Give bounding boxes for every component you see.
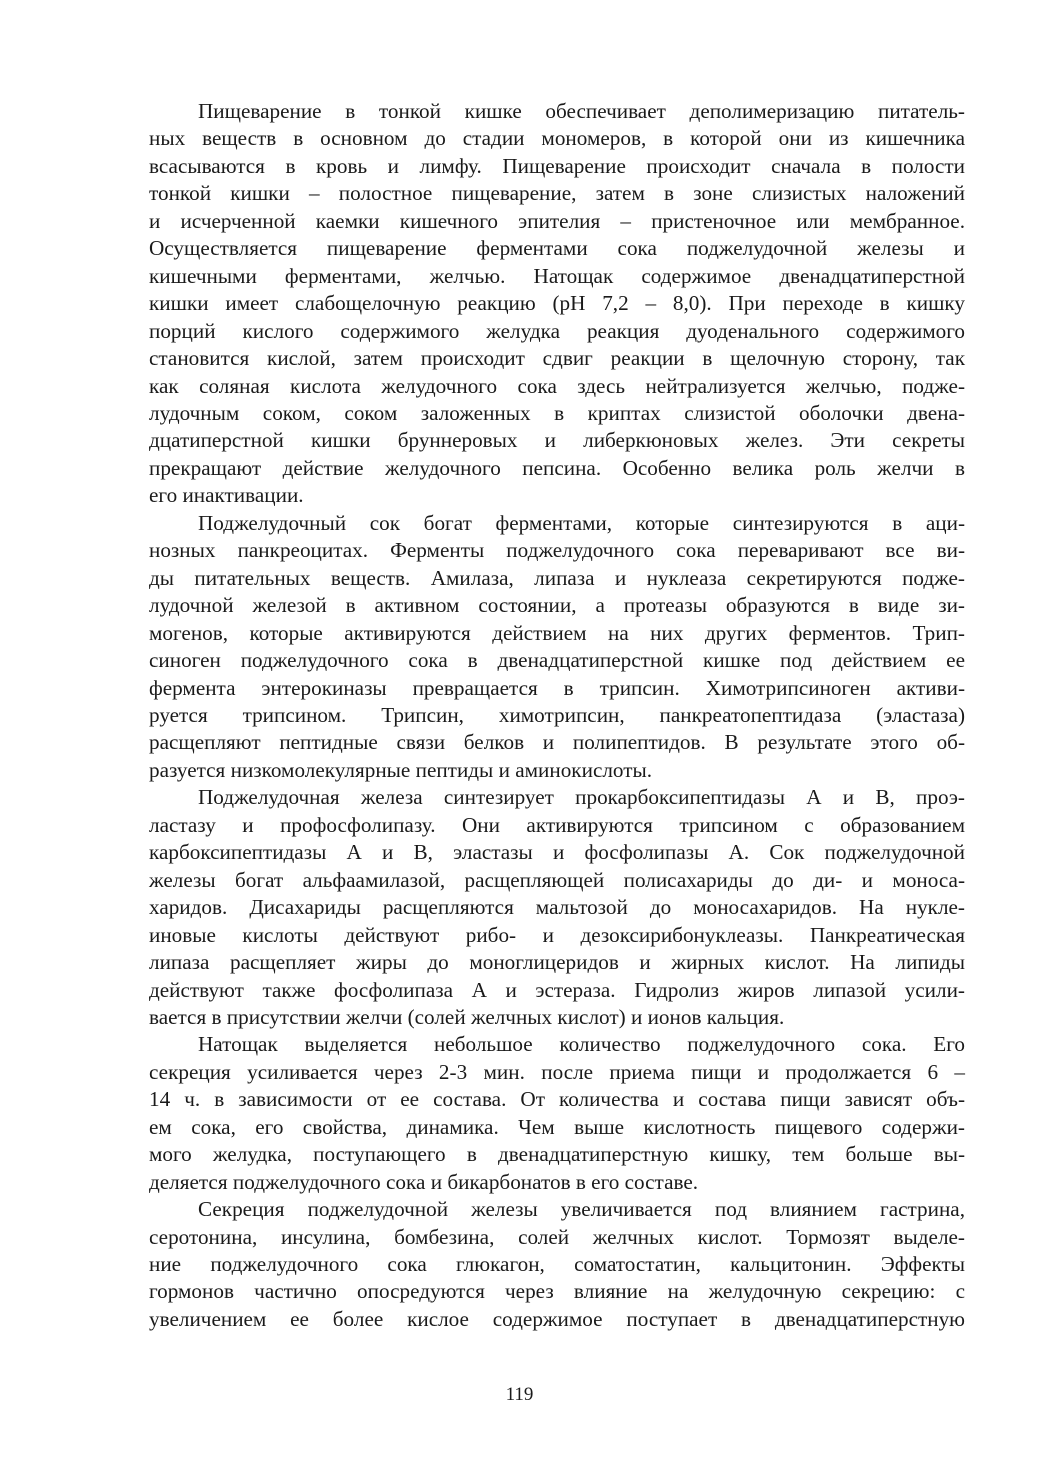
text-line: порций кислого содержимого желудка реакция дуоденального содержимого xyxy=(149,318,965,343)
text-line: Осуществляется пищеварение ферментами сока поджелудочной железы и xyxy=(149,236,965,261)
text-line: синоген поджелудочного сока в двенадцатиперстной кишке под действием ее xyxy=(149,648,965,673)
text-line: ных веществ в основном до стадии мономеров, в которой они из кишечника xyxy=(149,126,965,151)
text-line: ние поджелудочного сока глюкагон, соматостатин, кальцитонин. Эффекты xyxy=(149,1252,965,1277)
text-line: всасываются в кровь и лимфу. Пищеварение происходит сначала в полости xyxy=(149,153,965,178)
text-line: ды питательных веществ. Амилаза, липаза и нуклеаза секретируются подже- xyxy=(149,565,965,590)
text-line: могенов, которые активируются действием на них других ферментов. Трип- xyxy=(149,620,965,645)
text-line: иновые кислоты действуют рибо- и дезоксирибонуклеазы. Панкреатическая xyxy=(149,922,965,947)
text-line: секреция усиливается через 2-3 мин. после приема пищи и продолжается 6 – xyxy=(149,1059,965,1084)
text-line: Поджелудочная железа синтезирует прокарбоксипептидазы А и В, проэ- xyxy=(198,785,965,810)
text-line: и исчерченной каемки кишечного эпителия – пристеночное или мембранное. xyxy=(149,208,965,233)
text-line: кишки имеет слабощелочную реакцию (pH 7,2 – 8,0). При переходе в кишку xyxy=(149,291,965,316)
text-line: его инактивации. xyxy=(149,483,304,508)
text-line: лудочным соком, соком заложенных в криптах слизистой оболочки двена- xyxy=(149,400,965,425)
text-line: увеличением ее более кислое содержимое поступает в двенадцатиперстную xyxy=(149,1306,965,1331)
text-line: мого желудка, поступающего в двенадцатиперстную кишку, тем больше вы- xyxy=(149,1142,965,1167)
text-line: липаза расщепляет жиры до моноглицеридов и жирных кислот. На липиды xyxy=(149,950,965,975)
text-line: Секреция поджелудочной железы увеличивается под влиянием гастрина, xyxy=(198,1197,965,1222)
paragraph xyxy=(149,784,965,1031)
text-line: деляется поджелудочного сока и бикарбонатов в его составе. xyxy=(149,1169,699,1194)
page-body xyxy=(149,98,965,1333)
text-line: ластазу и профосфолипазу. Они активируются трипсином с образованием xyxy=(149,812,965,837)
paragraph xyxy=(149,98,965,510)
text-line: Натощак выделяется небольшое количество поджелудочного сока. Его xyxy=(198,1032,965,1057)
text-line: разуется низкомолекулярные пептиды и аминокислоты. xyxy=(149,757,653,782)
text-line: тонкой кишки – полостное пищеварение, затем в зоне слизистых наложений xyxy=(149,181,965,206)
text-line: Пищеварение в тонкой кишке обеспечивает деполимеризацию питатель- xyxy=(198,99,965,123)
text-line: дцатиперстной кишки бруннеровых и либеркюновых желез. Эти секреты xyxy=(149,428,965,453)
text-line: карбоксипептидазы А и В, эластазы и фосфолипазы А. Сок поджелудочной xyxy=(149,840,965,865)
text-line: лудочной железой в активном состоянии, а протеазы образуются в виде зи- xyxy=(149,593,965,618)
text-line: как соляная кислота желудочного сока здесь нейтрализуется желчью, подже- xyxy=(149,373,965,398)
page-number: 119 xyxy=(505,1384,534,1405)
text-line: 14 ч. в зависимости от ее состава. От количества и состава пищи зависят объ- xyxy=(149,1087,965,1112)
text-line: становится кислой, затем происходит сдвиг реакции в щелочную сторону, так xyxy=(149,346,965,371)
text-line: Поджелудочный сок богат ферментами, которые синтезируются в аци- xyxy=(198,510,965,535)
paragraph xyxy=(149,1031,965,1196)
text-line: расщепляют пептидные связи белков и полипептидов. В результате этого об- xyxy=(149,730,965,755)
text-line: фермента энтерокиназы превращается в трипсин. Химотрипсиноген активи- xyxy=(149,675,965,700)
text-line: нозных панкреоцитах. Ферменты поджелудочного сока переваривают все ви- xyxy=(149,538,965,563)
text-line: железы богат альфаамилазой, расщепляющей полисахариды до ди- и моноса- xyxy=(149,867,965,892)
text-line: действуют также фосфолипаза А и эстераза. Гидролиз жиров липазой усили- xyxy=(149,977,965,1002)
text-line: кишечными ферментами, желчью. Натощак содержимое двенадцатиперстной xyxy=(149,263,965,288)
text-line: руется трипсином. Трипсин, химотрипсин, панкреатопептидаза (эластаза) xyxy=(149,702,965,727)
text-line: харидов. Дисахариды расщепляются мальтозой до моносахаридов. На нукле- xyxy=(149,895,965,920)
text-line: вается в присутствии желчи (солей желчных кислот) и ионов кальция. xyxy=(149,1004,785,1029)
text-line: гормонов частично опосредуются через влияние на желудочную секрецию: с xyxy=(149,1279,965,1304)
text-line: прекращают действие желудочного пепсина. Особенно велика роль желчи в xyxy=(149,455,965,480)
paragraph xyxy=(149,1196,965,1333)
text-line: серотонина, инсулина, бомбезина, солей желчных кислот. Тормозят выделе- xyxy=(149,1224,965,1249)
text-line: ем сока, его свойства, динамика. Чем выше кислотность пищевого содержи- xyxy=(149,1114,965,1139)
paragraph xyxy=(149,510,965,785)
